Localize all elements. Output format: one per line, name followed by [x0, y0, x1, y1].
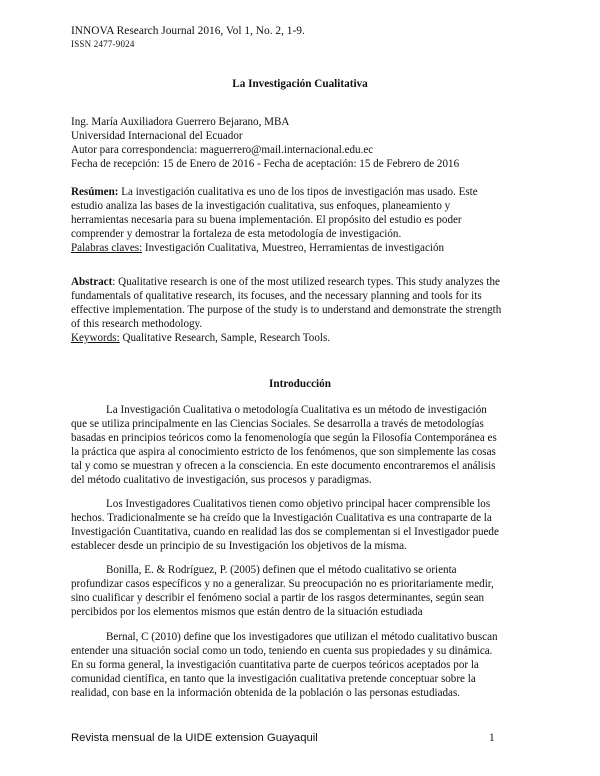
palabras-claves-label: Palabras claves: — [71, 242, 143, 254]
intro-paragraph-1 — [71, 403, 533, 487]
paragraph-line: que se utiliza principalmente en las Ciencias Sociales. Se desarrolla a través de metodologías — [71, 418, 484, 430]
intro-paragraph-4 — [71, 630, 533, 700]
paper-title: La Investigación Cualitativa — [232, 78, 368, 90]
paragraph-line: Los Investigadores Cualitativos tienen como objetivo principal hacer comprensible los — [106, 498, 491, 510]
resumen-line: La investigación cualitativa es uno de los tipos de investigación mas usado. Este — [118, 186, 478, 198]
paragraph-line: la práctica que aspira al conocimiento estricto de los fenómenos, que son simplemente las cosas — [71, 446, 496, 458]
page-number: 1 — [489, 732, 495, 744]
resumen-line: herramientas necesaria para su buena implementación. El propósito del estudio es poder — [71, 214, 462, 226]
paragraph-line: En su forma general, la investigación cuantitativa parte de cuerpos teóricos aceptados por la — [71, 659, 479, 671]
keywords: Qualitative Research, Sample, Research Tools. — [119, 332, 331, 344]
author-name: Ing. María Auxiliadora Guerrero Bejarano, MBA — [71, 116, 290, 128]
paragraph-line: Investigación Cuantitativa, cuando en realidad las dos se complementan si el Investigador puede — [71, 526, 499, 538]
paragraph-line: realidad, con base en la información obtenida de la población o las personas estudiadas. — [71, 687, 461, 699]
paragraph-line: percibidos por los elementos mismos que están dentro de la situación estudiada — [71, 606, 423, 618]
paragraph-line: hechos. Tradicionalmente se ha creído que la Investigación Cualitativa es una contraparte de la — [71, 512, 492, 524]
author-correspondence: Autor para correspondencia: maguerrero@mail.internacional.edu.ec — [71, 144, 374, 156]
paragraph-line: comunidad científica, en tanto que la investigación cualitativa pretende conceptuar sobre la — [71, 673, 476, 685]
paragraph-line: Bonilla, E. & Rodríguez, P. (2005) definen que el método cualitativo se orienta — [106, 564, 457, 576]
abstract-line: fundamentals of qualitative research, its focuses, and the necessary planning and tools for its — [71, 290, 482, 302]
author-dates: Fecha de recepción: 15 de Enero de 2016 - Fecha de aceptación: 15 de Febrero de 2016 — [71, 158, 460, 170]
abstract-label: Abstract — [71, 276, 113, 288]
abstract-line: of this research methodology. — [71, 318, 203, 330]
footer-journal: Revista mensual de la UIDE extension Guayaquil — [71, 732, 318, 744]
paragraph-line: basadas en principios teóricos como la fenomenología que según la Filosofía Contemporánea es — [71, 432, 497, 444]
abstract-line: : Qualitative research is one of the most utilized research types. This study analyzes the — [112, 276, 500, 288]
paragraph-line: entender una situación social como un todo, teniendo en cuenta sus propiedades y su dinámica. — [71, 645, 493, 657]
intro-paragraph-3 — [71, 563, 533, 619]
author-block — [71, 115, 533, 171]
paragraph-line: del método cualitativo de investigación, sus procesos y paradigmas. — [71, 474, 372, 486]
abstract-block — [71, 275, 533, 345]
author-affiliation: Universidad Internacional del Ecuador — [71, 130, 243, 142]
paragraph-line: sino cualificar y describir el fenómeno social a partir de los rasgos determinantes, según sean — [71, 592, 485, 604]
abstract-line: effective implementation. The purpose of the study is to understand and demonstrate the strength — [71, 304, 502, 316]
resumen-line: estudio analiza las bases de la investigación cualitativa, sus enfoques, planeamiento y — [71, 200, 451, 212]
issn: ISSN 2477-9024 — [71, 39, 135, 49]
paragraph-line: establecer desde un principio de su Investigación los objetivos de la misma. — [71, 540, 407, 552]
palabras-claves: Investigación Cualitativa, Muestreo, Herramientas de investigación — [142, 242, 445, 254]
resumen-line: comprender y demostrar la fortaleza de esta metodología de investigación. — [71, 228, 402, 240]
resumen-block — [71, 185, 533, 255]
resumen-label: Resúmen: — [71, 186, 119, 198]
paragraph-line: profundizar casos específicos y no a generalizar. Su preocupación no es prioritariamente medir, — [71, 578, 494, 590]
paragraph-line: tal y como se muestran y ofrecen a la consciencia. En este documento encontraremos el análisis — [71, 460, 496, 472]
journal-line: INNOVA Research Journal 2016, Vol 1, No. 2, 1-9. — [71, 25, 305, 37]
paragraph-line: La Investigación Cualitativa o metodología Cualitativa es un método de investigación — [106, 404, 487, 416]
section-heading-introduccion: Introducción — [269, 378, 331, 390]
keywords-label: Keywords: — [71, 332, 120, 344]
intro-paragraph-2 — [71, 497, 533, 553]
paragraph-line: Bernal, C (2010) define que los investigadores que utilizan el método cualitativo buscan — [106, 631, 498, 643]
